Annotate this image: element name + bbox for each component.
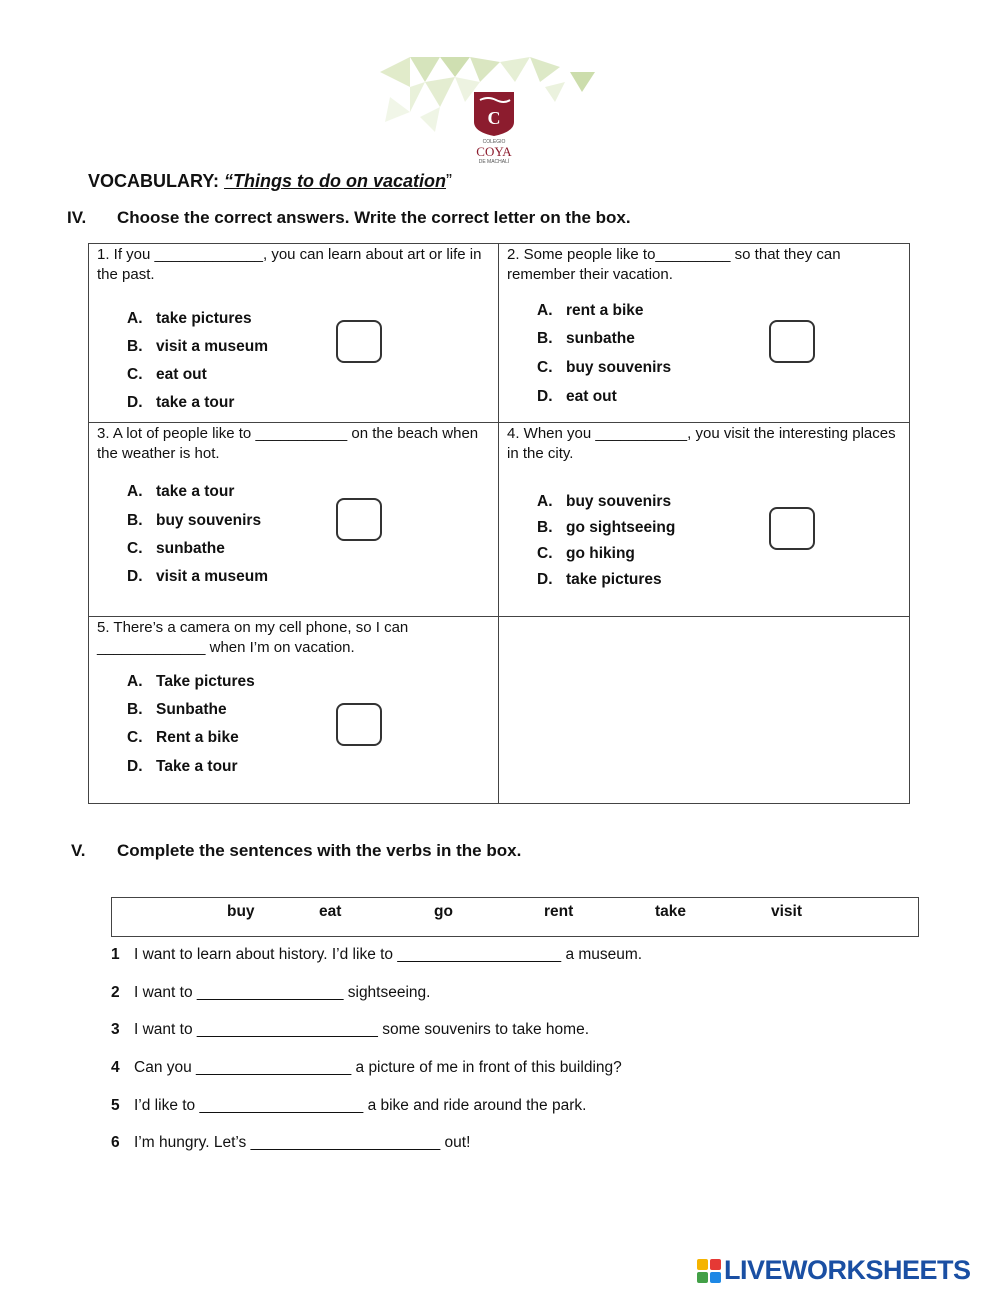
logo-small-top: COLEGIO bbox=[482, 139, 506, 145]
word-box bbox=[111, 897, 919, 937]
question-1-option-d[interactable]: D. take a tour bbox=[127, 394, 235, 411]
question-3-option-b[interactable]: B. buy souvenirs bbox=[127, 512, 262, 529]
question-3-answer-box[interactable] bbox=[336, 498, 382, 541]
question-2-option-b[interactable]: B. sunbathe bbox=[537, 330, 635, 347]
section-iv-number: IV. bbox=[67, 208, 87, 227]
question-4-option-a[interactable]: A. buy souvenirs bbox=[537, 493, 672, 510]
section-iv-instruction: Choose the correct answers. Write the correct letter on the box. bbox=[117, 208, 631, 227]
question-4-option-b[interactable]: B. go sightseeing bbox=[537, 519, 676, 536]
question-4-option-d[interactable]: D. take pictures bbox=[537, 571, 662, 588]
section-v-heading bbox=[71, 841, 871, 863]
section-iv-heading bbox=[67, 208, 867, 230]
question-5-answer-box[interactable] bbox=[336, 703, 382, 746]
question-3-prompt: 3. A lot of people like to ___________ on the beach when the weather is hot. bbox=[97, 425, 479, 462]
school-logo bbox=[370, 52, 610, 167]
word-visit: visit bbox=[771, 903, 803, 920]
question-2-option-a[interactable]: A. rent a bike bbox=[537, 302, 644, 319]
question-2-option-c[interactable]: C. buy souvenirs bbox=[537, 359, 672, 376]
question-5-option-c[interactable]: C. Rent a bike bbox=[127, 729, 239, 746]
svg-text:C: C bbox=[487, 108, 501, 128]
question-1 bbox=[88, 243, 499, 423]
question-1-option-b[interactable]: B. visit a museum bbox=[127, 338, 268, 355]
vocabulary-title bbox=[88, 171, 452, 192]
sentence-2[interactable]: 2 I want to _________________ sightseeing. bbox=[111, 984, 431, 1001]
question-2 bbox=[498, 243, 910, 423]
sentence-1[interactable]: 1 I want to learn about history. I’d like to ___________________ a museum. bbox=[111, 946, 643, 963]
word-go: go bbox=[434, 903, 453, 920]
question-3 bbox=[88, 422, 499, 617]
shield-icon bbox=[474, 92, 514, 136]
question-4 bbox=[498, 422, 910, 617]
question-4-answer-box[interactable] bbox=[769, 507, 815, 550]
vocabulary-label: VOCABULARY: bbox=[88, 171, 219, 191]
brand-blocks-icon bbox=[697, 1259, 723, 1285]
empty-cell bbox=[498, 616, 910, 804]
question-3-option-d[interactable]: D. visit a museum bbox=[127, 568, 268, 585]
brand-text: LIVEWORKSHEETS bbox=[724, 1255, 971, 1285]
question-5 bbox=[88, 616, 499, 804]
question-5-option-b[interactable]: B. Sunbathe bbox=[127, 701, 227, 718]
question-1-option-a[interactable]: A. take pictures bbox=[127, 310, 252, 327]
sentence-6[interactable]: 6 I’m hungry. Let’s ______________________ out! bbox=[111, 1134, 471, 1151]
question-5-option-a[interactable]: A. Take pictures bbox=[127, 673, 255, 690]
sentence-4[interactable]: 4 Can you __________________ a picture of me in front of this building? bbox=[111, 1059, 622, 1076]
word-rent: rent bbox=[544, 903, 574, 920]
question-1-prompt: 1. If you _____________, you can learn about art or life in the past. bbox=[97, 246, 482, 283]
question-4-prompt: 4. When you ___________, you visit the interesting places in the city. bbox=[507, 425, 896, 462]
word-eat: eat bbox=[319, 903, 342, 920]
sentence-3[interactable]: 3 I want to _____________________ some souvenirs to take home. bbox=[111, 1021, 589, 1038]
section-v-number: V. bbox=[71, 841, 86, 860]
question-2-option-d[interactable]: D. eat out bbox=[537, 388, 617, 405]
question-grid bbox=[88, 243, 910, 804]
question-2-prompt: 2. Some people like to_________ so that they can remember their vacation. bbox=[507, 246, 841, 283]
question-5-prompt: 5. There’s a camera on my cell phone, so I can _____________ when I’m on vacation. bbox=[97, 619, 409, 656]
question-1-answer-box[interactable] bbox=[336, 320, 382, 363]
question-3-option-a[interactable]: A. take a tour bbox=[127, 483, 235, 500]
section-v-instruction: Complete the sentences with the verbs in the box. bbox=[117, 841, 522, 860]
word-buy: buy bbox=[227, 903, 255, 920]
logo-small-bottom: DE MACHALÍ bbox=[478, 159, 510, 165]
vocabulary-close-quote: ” bbox=[446, 171, 453, 191]
question-3-option-c[interactable]: C. sunbathe bbox=[127, 540, 225, 557]
vocabulary-subtitle: “Things to do on vacation bbox=[224, 171, 447, 191]
logo-text: COYA bbox=[476, 144, 512, 159]
question-4-option-c[interactable]: C. go hiking bbox=[537, 545, 635, 562]
question-5-option-d[interactable]: D. Take a tour bbox=[127, 758, 238, 775]
question-2-answer-box[interactable] bbox=[769, 320, 815, 363]
question-1-option-c[interactable]: C. eat out bbox=[127, 366, 207, 383]
word-take: take bbox=[655, 903, 687, 920]
sentence-5[interactable]: 5 I’d like to ___________________ a bike and ride around the park. bbox=[111, 1097, 587, 1114]
